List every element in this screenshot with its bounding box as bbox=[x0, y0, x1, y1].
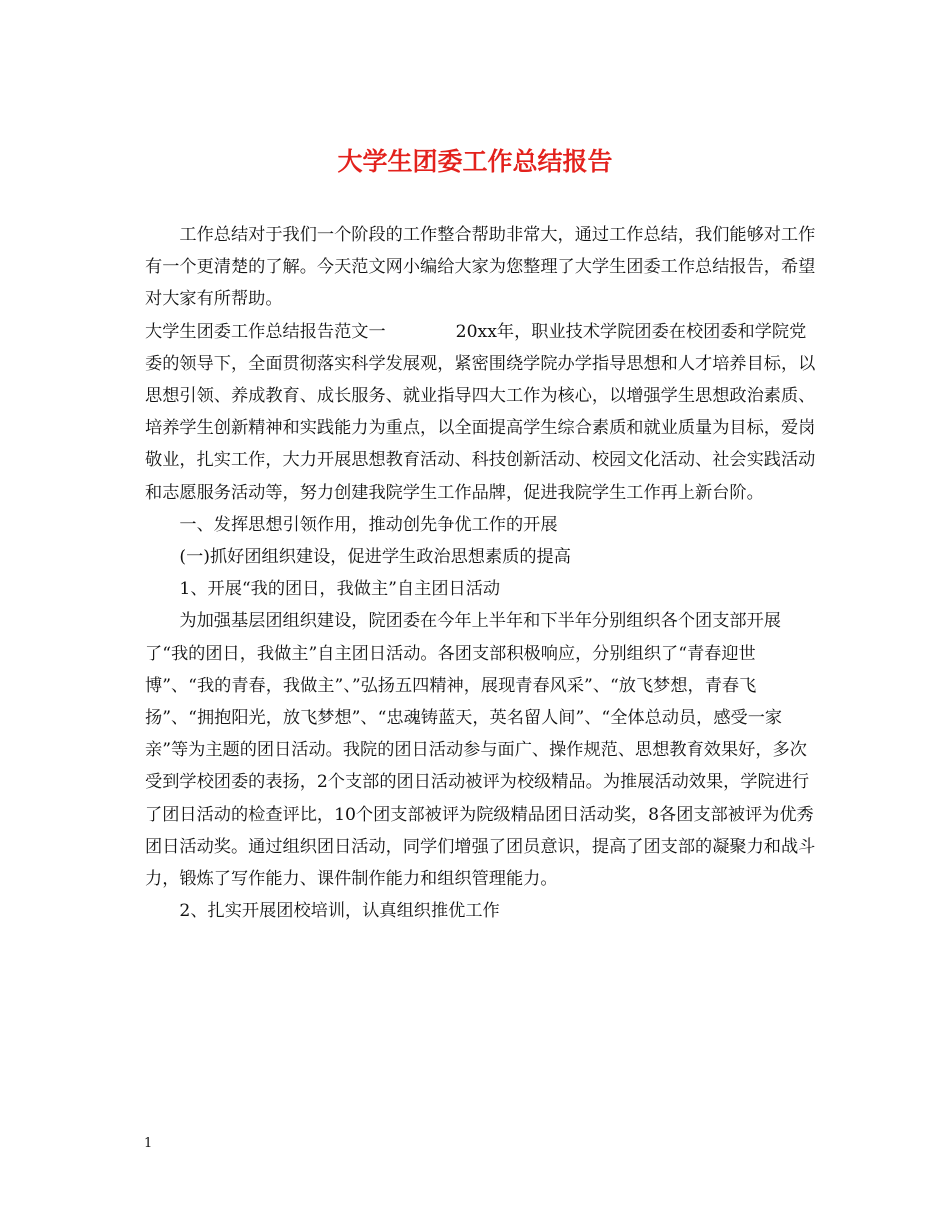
document-title: 大学生团委工作总结报告 bbox=[337, 147, 613, 176]
sample-heading-paragraph bbox=[145, 316, 817, 509]
section-heading-1: 一、发挥思想引领作用，推动创先争优工作的开展 bbox=[179, 514, 558, 535]
document-body bbox=[145, 219, 817, 927]
item-heading-1: 1、开展“我的团日，我做主”自主团日活动 bbox=[179, 579, 501, 600]
intro-paragraph: 工作总结对于我们一个阶段的工作整合帮助非常大，通过工作总结，我们能够对工作有一个更清楚的了解。今天范文网小编给大家为您整理了大学生团委工作总结报告，希望对大家有所帮助。 bbox=[145, 225, 816, 310]
subsection-heading-1: (一)抓好团组织建设，促进学生政治思想素质的提高 bbox=[179, 547, 571, 568]
page-number: 1 bbox=[144, 1136, 153, 1151]
sample-heading: 大学生团委工作总结报告范文一 bbox=[145, 321, 386, 342]
overview-text: 20xx年，职业技术学院团委在校团委和学院党委的领导下，全面贯彻落实科学发展观，紧密围绕学院办学指导思想和人才培养目标，以思想引领、养成教育、成长服务、就业指导四大工作为核心，以增强学生思想政治素质、培养学生创新精神和实践能力为重点，以全面提高学生综合素质和就业质量为目标，爱岗敬业，扎实工作，大力开展思想教育活动、科技创新活动、校园文化活动、社会实践活动和志愿服务活动等，努力创建我院学生工作品牌，促进我院学生工作再上新台阶。 bbox=[145, 321, 816, 503]
body-paragraph: 为加强基层团组织建设，院团委在今年上半年和下半年分别组织各个团支部开展了“我的团日，我做主”自主团日活动。各团支部积极响应，分别组织了“青春迎世博”、“我的青春，我做主”、”弘扬五四精神，展现青春风采”、“放飞梦想，青春飞扬”、“拥抱阳光，放飞梦想”、“忠魂铸蓝天，英名留人间”、“全体总动员，感受一家亲”等为主题的团日活动。我院的团日活动参与面广、操作规范、思想教育效果好，多次受到学校团委的表扬，2个支部的团日活动被评为校级精品。为推展活动效果，学院进行了团日活动的检查评比，10个团支部被评为院级精品团日活动奖，8各团支部被评为优秀团日活动奖。通过组织团日活动，同学们增强了团员意识，提高了团支部的凝聚力和战斗力，锻炼了写作能力、课件制作能力和组织管理能力。 bbox=[145, 611, 816, 890]
item-heading-2: 2、扎实开展团校培训，认真组织推优工作 bbox=[179, 901, 500, 922]
